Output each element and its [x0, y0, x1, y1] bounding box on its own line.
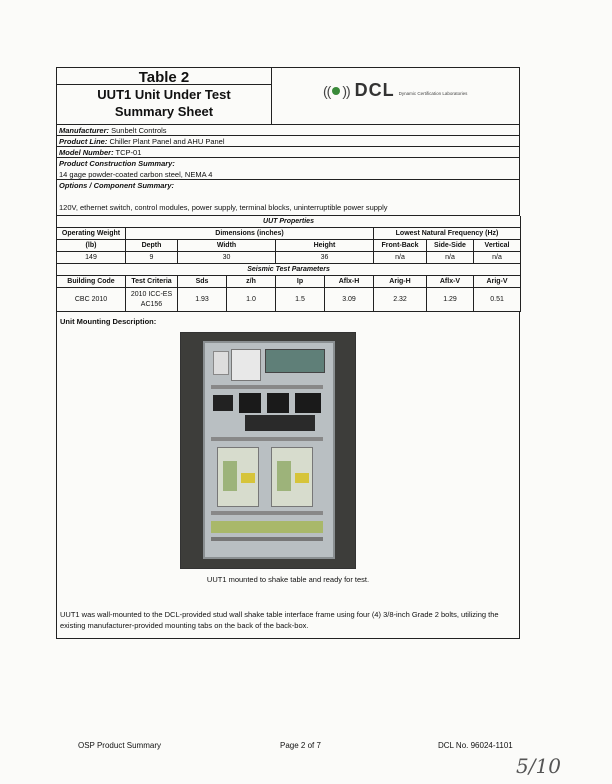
frequency-header: Lowest Natural Frequency (Hz) [374, 228, 521, 240]
photo-caption: UUT1 mounted to shake table and ready for test. [206, 575, 370, 584]
model-row: Model Number: TCP-01 [56, 147, 520, 158]
logo-dot-icon [332, 87, 340, 95]
construction-row: Product Construction Summary: 14 gage powder-coated carbon steel, NEMA 4 [56, 158, 520, 180]
hdr-arig-v: Arig-V [474, 276, 521, 288]
hdr-sds: Sds [178, 276, 227, 288]
page-subtitle: Summary Sheet [114, 104, 214, 119]
width-value: 30 [178, 252, 276, 264]
dcl-logo: (( )) DCL Dynamic Certification Laboratories [323, 80, 468, 100]
table-label: Table 2 [138, 69, 190, 86]
front-back-header: Front-Back [374, 240, 427, 252]
aflx-v-value: 1.29 [427, 288, 474, 312]
hdr-building-code: Building Code [57, 276, 126, 288]
aflx-h-value: 3.09 [325, 288, 374, 312]
mounting-label: Unit Mounting Description: [60, 317, 157, 326]
construction-value: 14 gage powder-coated carbon steel, NEMA 4 [59, 170, 213, 179]
seismic-title: Seismic Test Parameters [57, 264, 521, 276]
side-side-header: Side-Side [427, 240, 474, 252]
footer-dcl-number: DCL No. 96024-1101 [438, 741, 513, 750]
vertical-value: n/a [474, 252, 521, 264]
logo-name: DCL [354, 80, 395, 100]
side-side-value: n/a [427, 252, 474, 264]
product-line-row: Product Line: Chiller Plant Panel and AHU Panel [56, 136, 520, 147]
width-header: Width [178, 240, 276, 252]
panel-backplate [203, 341, 335, 559]
zh-value: 1.0 [227, 288, 276, 312]
weight-unit: (lb) [57, 240, 126, 252]
header [56, 67, 520, 125]
hdr-test-criteria: Test Criteria [126, 276, 178, 288]
options-row: Options / Component Summary: 120V, ethernet switch, control modules, power supply, terminal blocks, uninterruptible power supply [56, 180, 520, 216]
seismic-table [56, 264, 521, 312]
building-code-value: CBC 2010 [57, 288, 126, 312]
mounting-section [56, 312, 520, 639]
logo-subtitle: Dynamic Certification Laboratories [398, 91, 468, 96]
arig-v-value: 0.51 [474, 288, 521, 312]
options-value: 120V, ethernet switch, control modules, power supply, terminal blocks, uninterruptible power supply [59, 203, 388, 212]
uut-properties-title: UUT Properties [57, 216, 521, 228]
weight-value: 149 [57, 252, 126, 264]
height-header: Height [276, 240, 374, 252]
front-back-value: n/a [374, 252, 427, 264]
unit-photo [180, 332, 356, 569]
uut-properties-table [56, 216, 521, 264]
mounting-description: UUT1 was wall-mounted to the DCL-provided stud wall shake table interface frame using four (4) 3/8-inch Grade 2 bolts, utilizing the existing manufacturer-provided mounting tabs on the back of the back-box. [60, 610, 499, 630]
summary-sheet [56, 67, 520, 639]
depth-header: Depth [126, 240, 178, 252]
hdr-zh: z/h [227, 276, 276, 288]
manufacturer-row: Manufacturer: Sunbelt Controls [56, 125, 520, 136]
hdr-aflx-v: Aflx-V [427, 276, 474, 288]
vertical-header: Vertical [474, 240, 521, 252]
sds-value: 1.93 [178, 288, 227, 312]
test-criteria-value: 2010 ICC-ES AC156 [126, 288, 178, 312]
height-value: 36 [276, 252, 374, 264]
depth-value: 9 [126, 252, 178, 264]
page-title: UUT1 Unit Under Test [97, 87, 231, 102]
handwritten-initials: 5/10 [516, 754, 561, 778]
footer-left: OSP Product Summary [78, 741, 161, 750]
manufacturer-value: Sunbelt Controls [111, 126, 167, 135]
hdr-ip: Ip [276, 276, 325, 288]
footer-page-number: Page 2 of 7 [280, 741, 321, 750]
arig-h-value: 2.32 [374, 288, 427, 312]
hdr-aflx-h: Aflx-H [325, 276, 374, 288]
product-line-value: Chiller Plant Panel and AHU Panel [109, 137, 225, 146]
model-value: TCP-01 [115, 148, 142, 157]
dimensions-header: Dimensions (inches) [126, 228, 374, 240]
hdr-arig-h: Arig-H [374, 276, 427, 288]
weight-header: Operating Weight [57, 228, 126, 240]
title-box [57, 68, 272, 124]
ip-value: 1.5 [276, 288, 325, 312]
